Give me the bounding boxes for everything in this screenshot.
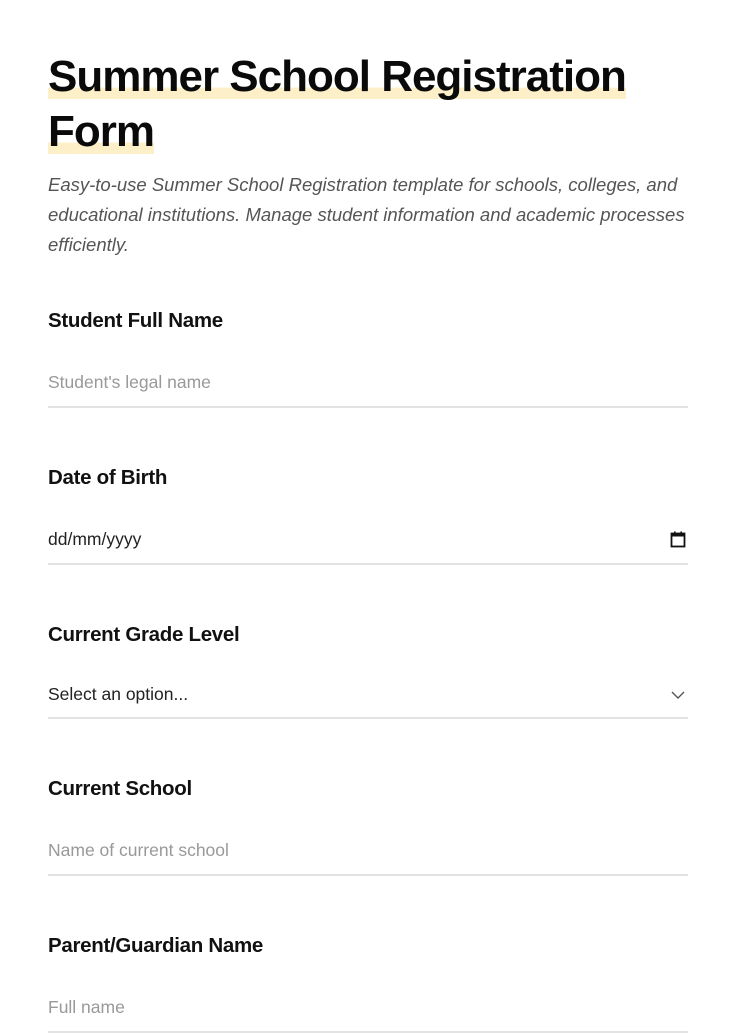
parent-name-control <box>48 983 688 1033</box>
field-student-full-name <box>48 306 688 408</box>
current-school-control <box>48 826 688 876</box>
registration-form <box>48 306 688 1033</box>
student-name-input[interactable] <box>48 372 688 393</box>
calendar-icon[interactable] <box>668 529 688 549</box>
date-of-birth-input[interactable] <box>48 515 688 565</box>
field-label: Current Grade Level <box>48 623 240 646</box>
student-name-control <box>48 358 688 408</box>
page-title-text: Summer School Registration Form <box>48 52 626 156</box>
parent-name-input[interactable] <box>48 997 688 1018</box>
field-label: Date of Birth <box>48 466 168 489</box>
field-current-grade-level <box>48 620 688 719</box>
field-current-school <box>48 774 688 876</box>
select-value: Select an option... <box>48 684 189 704</box>
page-title <box>48 49 688 159</box>
field-parent-guardian-name <box>48 931 688 1033</box>
field-label: Parent/Guardian Name <box>48 934 264 957</box>
grade-level-select[interactable] <box>48 672 688 719</box>
date-placeholder: dd/mm/yyyy <box>48 528 142 549</box>
current-school-input[interactable] <box>48 840 688 861</box>
chevron-down-icon <box>668 685 688 705</box>
field-date-of-birth <box>48 463 688 565</box>
field-label: Current School <box>48 777 192 800</box>
page-description: Easy-to-use Summer School Registration template for schools, colleges, and educational institutions. Manage student information and academic processes efficiently. <box>48 174 685 255</box>
field-label: Student Full Name <box>48 309 223 332</box>
